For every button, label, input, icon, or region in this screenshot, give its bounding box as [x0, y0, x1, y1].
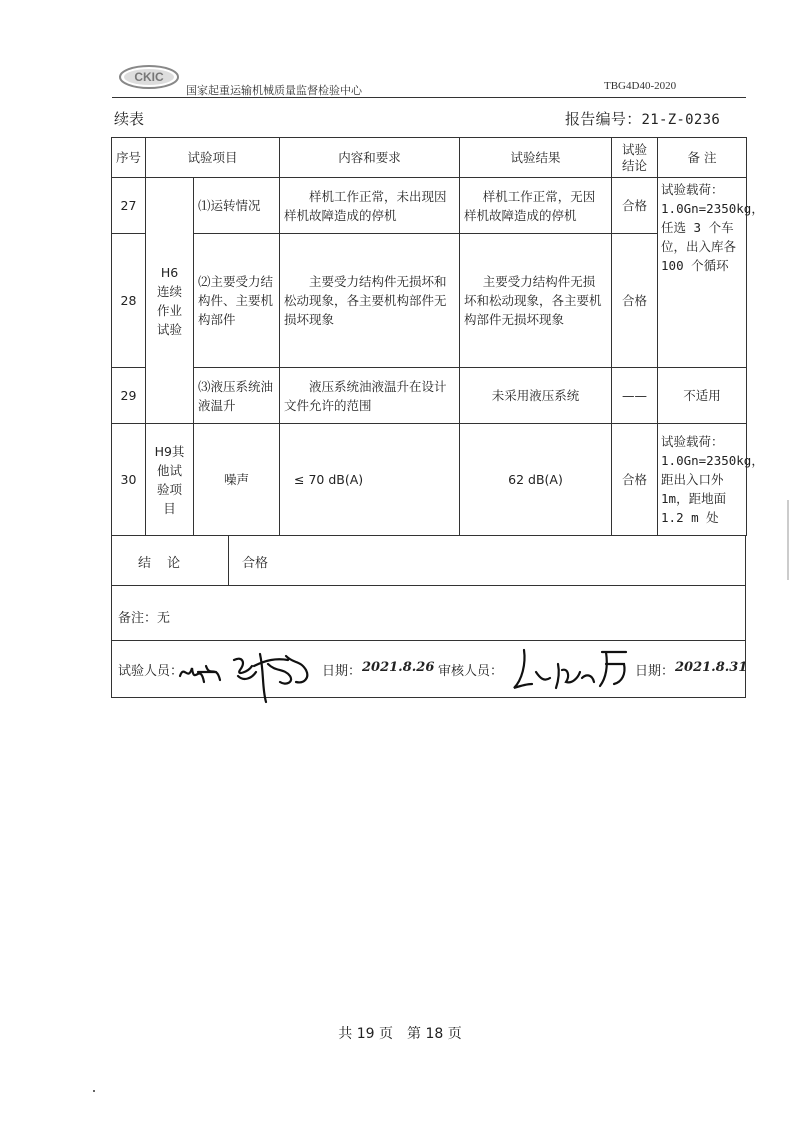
- page-number: 共 19 页 第 18 页: [338, 1026, 462, 1042]
- conclusion-divider: [228, 536, 229, 585]
- document-code: TBG4D40-2020: [604, 80, 677, 92]
- ckic-logo: [118, 64, 180, 90]
- group-h6-label: H6连续作业试验: [146, 178, 194, 424]
- group-h9-label: H9其他试验项目: [146, 424, 194, 536]
- table-row: [112, 178, 747, 234]
- tester-date: 2021.8.26: [362, 660, 435, 675]
- header-note: 备 注: [658, 138, 747, 178]
- report-number-label: 报告编号：: [565, 110, 642, 128]
- scan-speck: [93, 1090, 95, 1092]
- row-requirement: 样机工作正常，未出现因样机故障造成的停机: [280, 178, 460, 234]
- remarks-text: 备注：无: [118, 611, 171, 626]
- table-row: [112, 368, 747, 424]
- header-divider: [112, 97, 746, 98]
- remarks-row: [111, 585, 746, 641]
- header-item: 试验项目: [146, 138, 280, 178]
- tester-date-label: 日期：: [322, 664, 362, 679]
- table-row: [112, 424, 747, 536]
- row-note: 试验载荷：1.0Gn=2350kg，任选 3 个车位，出入库各 100 个循环: [658, 178, 747, 368]
- table-header-row: [112, 138, 747, 178]
- header-verdict: 试验结论: [612, 138, 658, 178]
- row-item: ⑶液压系统油液温升: [194, 368, 280, 424]
- row-seq: 30: [112, 424, 146, 536]
- row-result: 未采用液压系统: [460, 368, 612, 424]
- row-requirement: ≤ 70 dB(A): [280, 424, 460, 536]
- row-note: 不适用: [658, 368, 747, 424]
- row-seq: 28: [112, 234, 146, 368]
- logo-text: CKIC: [134, 70, 164, 84]
- row-seq: 29: [112, 368, 146, 424]
- continued-label: 续表: [114, 110, 145, 128]
- conclusion-value: 合格: [242, 556, 269, 571]
- reviewer-date-label: 日期：: [635, 664, 675, 679]
- report-number-value: 21-Z-0236: [641, 112, 721, 128]
- header-result: 试验结果: [460, 138, 612, 178]
- conclusion-row: [111, 536, 746, 586]
- row-result: 主要受力结构件无损坏和松动现象，各主要机构部件无损坏现象: [460, 234, 612, 368]
- row-item: 噪声: [194, 424, 280, 536]
- row-note: 试验载荷：1.0Gn=2350kg，距出入口外1m，距地面1.2 m 处: [658, 424, 747, 536]
- row-requirement: 主要受力结构件无损坏和松动现象，各主要机构部件无损坏现象: [280, 234, 460, 368]
- reviewer-label: 审核人员：: [438, 664, 504, 679]
- tester-signature: [176, 642, 326, 704]
- row-verdict: 合格: [612, 424, 658, 536]
- row-verdict: 合格: [612, 178, 658, 234]
- conclusion-label: 结 论: [138, 556, 187, 571]
- header-requirement: 内容和要求: [280, 138, 460, 178]
- row-verdict: 合格: [612, 234, 658, 368]
- header-seq: 序号: [112, 138, 146, 178]
- reviewer-date: 2021.8.31: [675, 660, 748, 675]
- test-results-table: [111, 137, 764, 536]
- signoff-row: [111, 640, 746, 698]
- reviewer-signature: [506, 642, 640, 696]
- row-item: ⑴运转情况: [194, 178, 280, 234]
- report-number: [565, 108, 720, 129]
- row-seq: 27: [112, 178, 146, 234]
- table-row: [112, 234, 747, 368]
- tester-label: 试验人员：: [118, 664, 184, 679]
- row-item: ⑵主要受力结构件、主要机构部件: [194, 234, 280, 368]
- row-verdict: ——: [612, 368, 658, 424]
- scan-edge-mark: [787, 500, 789, 580]
- organization-name: 国家起重运输机械质量监督检验中心: [186, 84, 362, 97]
- row-result: 62 dB(A): [460, 424, 612, 536]
- row-result: 样机工作正常，无因样机故障造成的停机: [460, 178, 612, 234]
- row-requirement: 液压系统油液温升在设计文件允许的范围: [280, 368, 460, 424]
